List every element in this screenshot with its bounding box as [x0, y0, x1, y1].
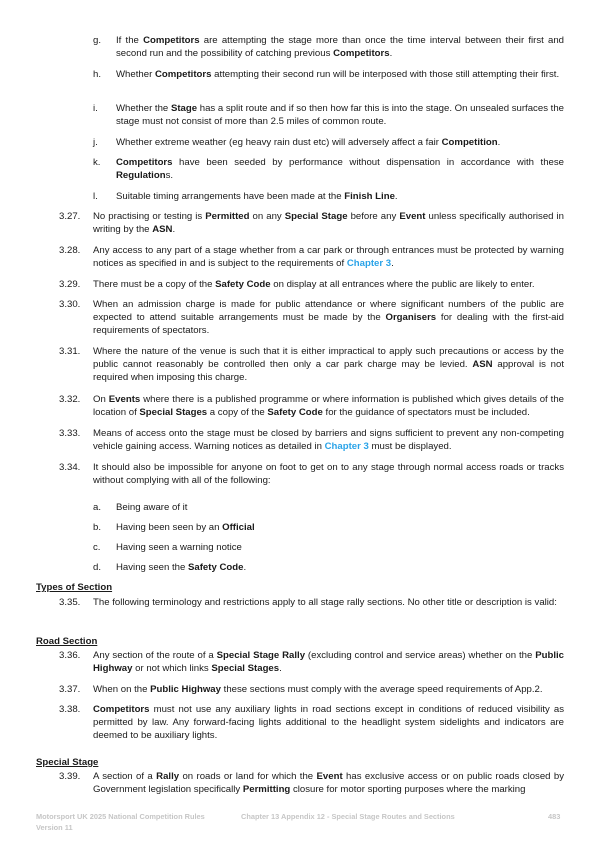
text-run: When on the — [93, 684, 151, 695]
paragraph-text — [93, 278, 564, 291]
text-run: have been seeded by performance without dispensation in accordance with these — [172, 157, 564, 168]
text-run: Any section of the route of a — [93, 650, 217, 661]
defined-term: Public Highway — [93, 650, 564, 675]
paragraph-text — [116, 541, 564, 554]
text-run: No practising or testing is — [93, 211, 206, 222]
footer-chapter: Chapter 13 Appendix 12 - Special Stage Routes and Sections — [241, 812, 455, 821]
text-run: on any — [249, 211, 285, 222]
text-run: Suitable timing arrangements have been made at the — [116, 191, 345, 202]
paragraph-text — [93, 210, 564, 236]
defined-term: Special Stages — [211, 663, 280, 675]
text-run: on roads or land for which the — [179, 771, 317, 782]
defined-term: Event — [316, 771, 343, 782]
defined-term: Safety Code — [188, 562, 244, 573]
paragraph-text — [116, 190, 564, 203]
text-run: Having been seen by an — [116, 522, 223, 533]
paragraph-text — [93, 298, 564, 338]
text-run: or not which links — [132, 663, 212, 675]
text-run: If the — [116, 35, 144, 46]
defined-term: Competitors — [143, 35, 200, 46]
defined-term: Rally — [156, 771, 180, 782]
text-run: . — [391, 258, 394, 270]
text-run: has a split route and if so then how far this is into the stage. On unsealed surfaces the stage must not consist of more than 2.5 miles of common route. — [116, 103, 564, 128]
text-run: must be displayed. — [368, 441, 452, 453]
footer-rulebook — [36, 812, 205, 833]
text-run: unless specifically authorised in writing by the — [93, 211, 565, 236]
defined-term: Regulation — [116, 170, 166, 182]
paragraph-text — [93, 683, 564, 696]
text-run: attempting their second run will be interposed with those still attempting their first. — [211, 69, 560, 80]
text-run: When an admission charge is made for public attendance or where significant numbers of the public are expected to attend suitable arrangements must be made by the — [93, 299, 564, 324]
defined-term: Stage — [170, 103, 198, 114]
text-run: these sections must comply with the average speed requirements of App.2. — [220, 684, 543, 695]
defined-term: ASN — [472, 359, 493, 371]
text-run: . — [172, 224, 176, 236]
defined-term: Competitors — [116, 157, 173, 168]
text-run: Means of access onto the stage must be closed by barriers and signs sufficient to prevent any non-competing vehicle gaining access. Warning notices as detailed in — [93, 428, 564, 453]
defined-term: Competition — [441, 137, 498, 148]
paragraph-text — [116, 561, 564, 574]
text-run: . — [497, 137, 501, 148]
paragraph-text — [116, 68, 564, 81]
text-run: Having seen a warning notice — [116, 542, 242, 553]
text-run: Having seen the — [116, 562, 188, 573]
text-run: closure for motor sporting purposes where the marking — [290, 784, 526, 796]
paragraph-text — [116, 156, 564, 182]
paragraph-text — [93, 461, 564, 487]
defined-term: Competitors — [333, 48, 390, 60]
paragraph-text — [116, 34, 564, 60]
footer-title: Motorsport UK 2025 National Competition Rules — [36, 812, 205, 821]
text-run: Whether the — [116, 103, 171, 114]
text-run: for dealing with the first-aid requirements of spectators. — [93, 312, 564, 337]
paragraph-text — [93, 345, 564, 385]
text-run: (excluding control and service areas) whether on the — [305, 650, 536, 661]
text-run: a copy of the — [207, 407, 268, 419]
paragraph-text — [116, 102, 564, 128]
defined-term: Permitting — [242, 784, 291, 796]
defined-term: Special Stage Rally — [216, 650, 306, 661]
text-run: are attempting the stage more than once the time interval between their first and second run and the possibility of catching previous — [116, 35, 564, 60]
section-heading: Road Section — [36, 636, 98, 647]
defined-term: Safety Code — [267, 407, 323, 419]
paragraph-text — [93, 393, 564, 419]
text-run: Whether extreme weather (eg heavy rain dust etc) will adversely affect a fair — [116, 137, 442, 148]
text-run: . — [394, 191, 398, 202]
text-run: . — [279, 663, 282, 675]
text-run: Whether — [116, 69, 155, 80]
defined-term: Public Highway — [150, 684, 221, 695]
paragraph-text — [93, 244, 564, 270]
text-run: on display at all entrances where the public are likely to enter. — [270, 279, 535, 290]
defined-term: Events — [108, 394, 141, 405]
paragraph-text — [93, 703, 564, 743]
text-run: must not use any auxiliary lights in road sections except in conditions of reduced visibility as permitted by law. Any forward-facing lights additional to the headlight system sidelights and indicators are deemed to be auxiliary lights. — [93, 704, 564, 742]
paragraph-text — [116, 501, 564, 514]
text-run: The following terminology and restrictions apply to all stage rally sections. No other title or description is valid: — [93, 597, 557, 608]
defined-term: Finish Line — [344, 191, 395, 202]
text-run: On — [93, 394, 109, 405]
defined-term: Permitted — [205, 211, 250, 222]
text-run: s. — [165, 170, 174, 182]
chapter-link[interactable]: Chapter 3 — [324, 441, 369, 453]
chapter-link[interactable]: Chapter 3 — [346, 258, 392, 270]
defined-term: Organisers — [385, 312, 437, 324]
defined-term: Event — [399, 211, 426, 222]
defined-term: Special Stages — [139, 407, 208, 419]
text-run: for the guidance of spectators must be included. — [322, 407, 530, 419]
text-run: before any — [347, 211, 400, 222]
paragraph-text — [93, 427, 564, 453]
defined-term: Official — [222, 522, 255, 533]
text-run: . — [243, 562, 247, 573]
text-run: . — [389, 48, 393, 60]
paragraph-text — [93, 649, 564, 675]
text-run: has exclusive access or on public roads closed by Government legislation specifically — [93, 771, 565, 796]
defined-term: Special Stage — [284, 211, 348, 222]
defined-term: Competitors — [93, 704, 150, 715]
text-run: where there is a published programme or where information is published which gives details of the location of — [93, 394, 564, 419]
document-page: g. If the Competitors are attempting the stage more than once the time interval between their first and second run and the possibility of catching previous Competitors. h. Whether Competitors attempting their second run will be interposed with those still attempting their first. i. Whether the Stage has a split route and if so then how far this is into the stage. On unsealed surfaces the stage must not consist of more than 2.5 miles of common route. j. Whether extreme weather (eg heavy rain dust etc) will adversely affect a fair Competition. k. Competitors have been seeded by performance without dispensation in accordance with these Regulations. l. Suitable timing arrangements have been made at the Finish Line. 3.27. No practising or testing is Permitted on any Special Stage before any Event unless specifically authorised in writing by the ASN. 3.28. Any access to any part of a stage whether from a car park or through entrances must be protected by warning notices as specified in and is subject to the requirements of Chapter 3. 3.29. There must be a copy of the Safety Code on display at all entrances where the public are likely to enter. 3.30. When an admission charge is made for public attendance or where significant numbers of the public are expected to attend suitable arrangements must be made by the Organisers for dealing with the first-aid requirements of spectators. 3.31. Where the nature of the venue is such that it is either impractical to apply such precautions or access by the public cannot reasonably be controlled then only a car park charge may be levied. ASN approval is not required when imposing this charge. 3.32. On Events where there is a published programme or where information is published which gives details of the location of Special Stages a copy of the Safety Code for the guidance of spectators must be included. 3.33. Means of access onto the stage must be closed by barriers and signs sufficient to prevent any non-competing vehicle gaining access. Warning notices as detailed in Chapter 3 must be displayed. 3.34. It should also be impossible for anyone on foot to get on to any stage through normal access roads or tracks without complying with all of the following: a. Being aware of it b. Having been seen by an Official c. Having seen a warning notice d. Having seen the Safety Code. Types of Section 3.35. The following terminology and restrictions apply to all stage rally sections. No other title or description is valid: Road Section 3.36. Any section of the route of a Special Stage Rally (excluding control and service areas) whether on the Public Highway or not which links Special Stages. 3.37. When on the Public Highway these sections must comply with the average speed requirements of App.2. 3.38. Competitors must not use any auxiliary lights in road sections except in conditions of reduced visibility as permitted by law. Any forward-facing lights additional to the headlight system sidelights and indicators are deemed to be auxiliary lights. Special Stage 3.39. A section of a Rally on roads or land for which the Event has exclusive access or on public roads closed by Government legislation specifically Permitting closure for motor sporting purposes where the marking Motorsport UK 2025 National Competition Rules Version 11 Chapter 13 Appendix 12 - Special Stage Routes and Sections 483 — [36, 35, 565, 832]
section-heading: Types of Section — [36, 582, 113, 593]
text-run: Where the nature of the venue is such that it is either impractical to apply such precautions or access by the public cannot reasonably be controlled then only a car park charge may be levied. — [93, 346, 564, 371]
paragraph-text — [93, 770, 564, 796]
page-number: 483 — [548, 812, 561, 821]
text-run: Any access to any part of a stage whether from a car park or through entrances must be protected by warning notices as specified in and is subject to the requirements of — [93, 245, 564, 270]
defined-term: Safety Code — [215, 279, 271, 290]
footer-version: Version 11 — [36, 822, 73, 832]
text-run: It should also be impossible for anyone on foot to get on to any stage through normal access roads or tracks without complying with all of the following: — [93, 462, 564, 487]
defined-term: ASN — [152, 224, 173, 236]
defined-term: Competitors — [154, 69, 212, 80]
text-run: Being aware of it — [116, 502, 188, 513]
text-run: approval is not required when imposing this charge. — [93, 359, 564, 384]
paragraph-text — [116, 521, 564, 534]
paragraph-text — [93, 596, 564, 609]
text-run: There must be a copy of the — [93, 279, 216, 290]
text-run: A section of a — [93, 771, 157, 782]
paragraph-text — [116, 136, 564, 149]
section-heading: Special Stage — [36, 757, 99, 768]
